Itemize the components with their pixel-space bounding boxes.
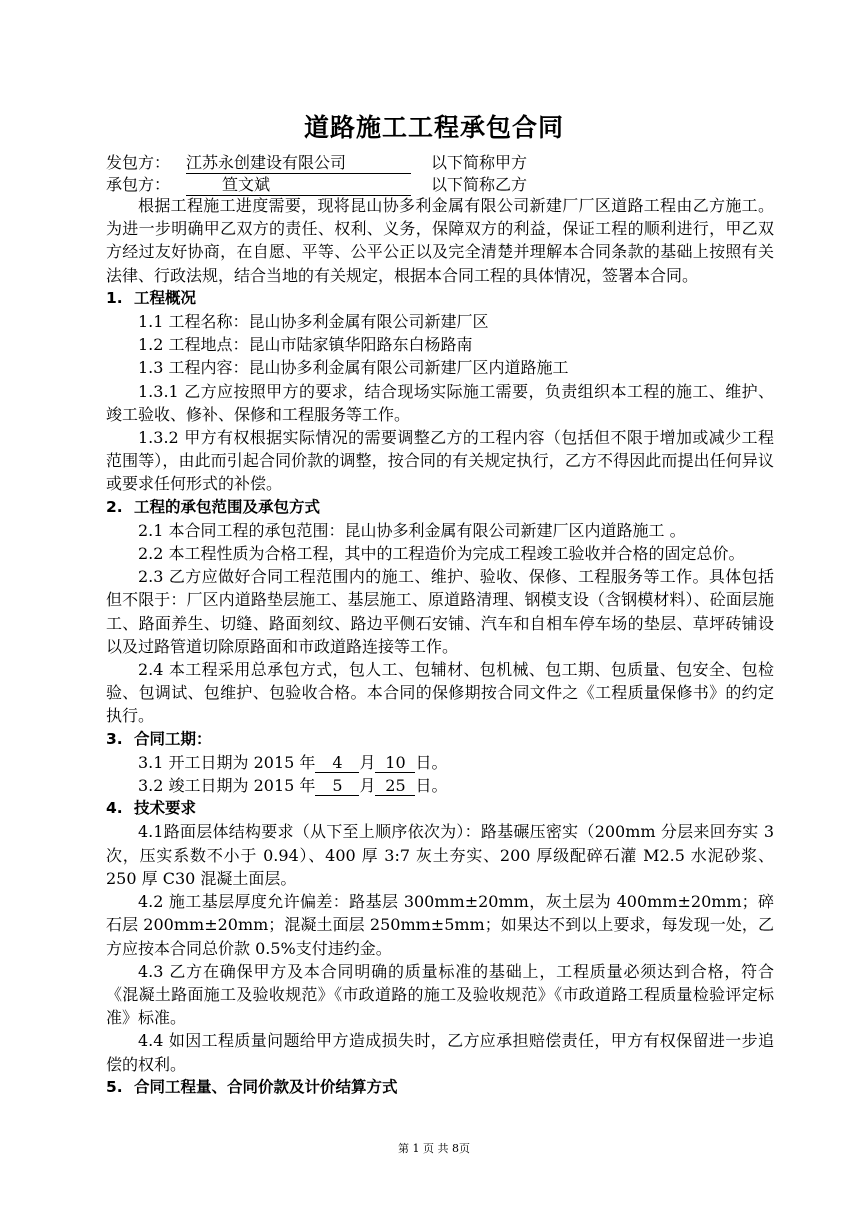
section-4-heading (106, 797, 774, 820)
clause-2-4: 2.4 本工程采用总承包方式，包人工、包辅材、包机械、包工期、包质量、包安全、包检验、包调试、包维护、包验收合格。本合同的保修期按合同文件之《工程质量保修书》的约定执行。 (106, 660, 774, 726)
section-5-heading (106, 1076, 774, 1099)
clause-1-2: 1.2 工程地点：昆山市陆家镇华阳路东白杨路南 (138, 335, 473, 355)
contractor-note: 以下简称乙方 (431, 175, 528, 194)
employer-name: 江苏永创建设有限公司 (186, 153, 411, 174)
section-1-number: 1. (106, 288, 123, 307)
section-4-title: 技术要求 (134, 799, 197, 818)
clause-1-3-2: 1.3.2 甲方有权根据实际情况的需要调整乙方的工程内容（包括但不限于增加或减少工程范围等），由此而引起合同价款的调整，按合同的有关规定执行，乙方不得因此而提出任何异议或要求任何形式的补偿。 (106, 428, 774, 494)
section-2-title: 工程的承包范围及承包方式 (134, 497, 321, 516)
clause-4-4: 4.4 如因工程质量问题给甲方造成损失时，乙方应承担赔偿责任，甲方有权保留进一步追偿的权利。 (106, 1031, 774, 1074)
clause-1-1: 1.1 工程名称：昆山协多利金属有限公司新建厂区 (138, 312, 489, 332)
employer-note: 以下简称甲方 (431, 153, 528, 172)
intro-paragraph: 根据工程施工进度需要，现将昆山协多利金属有限公司新建厂厂区道路工程由乙方施工。为进一步明确甲乙双方的责任、权利、义务，保障双方的利益，保证工程的顺利进行，甲乙双方经过友好协商，在自愿、平等、公平公正以及完全清楚并理解本合同条款的基础上按照有关法律、行政法规，结合当地的有关规定，根据本合同工程的具体情况，签署本合同。 (106, 196, 774, 285)
section-1-title: 工程概况 (134, 288, 197, 307)
start-day: 10 (375, 753, 415, 773)
start-month-unit: 月 (359, 752, 376, 772)
section-1-heading (106, 287, 774, 310)
clause-2-1: 2.1 本合同工程的承包范围：昆山协多利金属有限公司新建厂区内道路施工 。 (138, 520, 686, 540)
document-title: 道路施工工程承包合同 (303, 113, 564, 142)
section-4-number: 4. (106, 799, 123, 818)
start-month: 4 (315, 753, 359, 773)
contractor-name: 笪文斌 (186, 175, 411, 196)
section-3-heading (106, 728, 774, 751)
section-3-title: 合同工期： (134, 729, 212, 748)
employer-line (106, 152, 527, 174)
contract-body (106, 194, 774, 1099)
end-day-unit: 日。 (415, 776, 448, 796)
contractor-line (106, 174, 527, 196)
clause-3-1 (106, 751, 774, 774)
section-5-title: 合同工程量、合同价款及计价结算方式 (134, 1077, 398, 1096)
end-month-unit: 月 (359, 776, 376, 796)
clause-4-1: 4.1路面层体结构要求（从下至上顺序依次为）：路基碾压密实（200mm 分层来回夯实 3 次，压实系数不小于 0.94）、400 厚 3:7 灰土夯实、200 厚级配碎石灌 M2.5 水泥砂浆、250 厚 C30 混凝土面层。 (106, 822, 774, 888)
clause-4-2: 4.2 施工基层厚度允许偏差：路基层 300mm±20mm，灰土层为 400mm±20mm；碎石层 200mm±20mm；混凝土面层 250mm±5mm；如果达不到以上要求，每发现一处，乙方应按本合同总价款 0.5%支付违约金。 (106, 892, 774, 958)
section-2-heading (106, 496, 774, 519)
page-footer: 第 1 页 共 8页 (398, 1142, 470, 1155)
clause-1-3: 1.3 工程内容：昆山协多利金属有限公司新建厂区内道路施工 (138, 358, 569, 378)
section-3-number: 3. (106, 729, 123, 748)
clause-2-3: 2.3 乙方应做好合同工程范围内的施工、维护、验收、保修、工程服务等工作。具体包括但不限于：厂区内道路垫层施工、基层施工、原道路清理、钢模支设（含钢模材料）、砼面层施工、路面养生、切缝、路面刻纹、路边平侧石安铺、汽车和自相车停车场的垫层、草坪砖铺设以及过路管道切除原路面和市政道路连接等工作。 (106, 567, 774, 656)
clause-1-3-1: 1.3.1 乙方应按照甲方的要求，结合现场实际施工需要，负责组织本工程的施工、维护、竣工验收、修补、保修和工程服务等工作。 (106, 381, 774, 424)
start-date-prefix: 3.1 开工日期为 2015 年 (138, 752, 316, 772)
clause-2-2: 2.2 本工程性质为合格工程，其中的工程造价为完成工程竣工验收并合格的固定总价。 (138, 544, 745, 564)
clause-3-2 (106, 774, 774, 797)
employer-label: 发包方： (106, 153, 171, 172)
section-2-number: 2. (106, 497, 123, 516)
end-date-prefix: 3.2 竣工日期为 2015 年 (138, 776, 316, 796)
section-5-number: 5. (106, 1077, 123, 1096)
end-month: 5 (315, 776, 359, 796)
clause-4-3: 4.3 乙方在确保甲方及本合同明确的质量标准的基础上，工程质量必须达到合格，符合《混凝土路面施工及验收规范》《市政道路的施工及验收规范》《市政道路工程质量检验评定标准》标准。 (106, 961, 774, 1028)
contractor-label: 承包方： (106, 175, 171, 194)
end-day: 25 (375, 776, 415, 796)
start-day-unit: 日。 (415, 752, 448, 772)
